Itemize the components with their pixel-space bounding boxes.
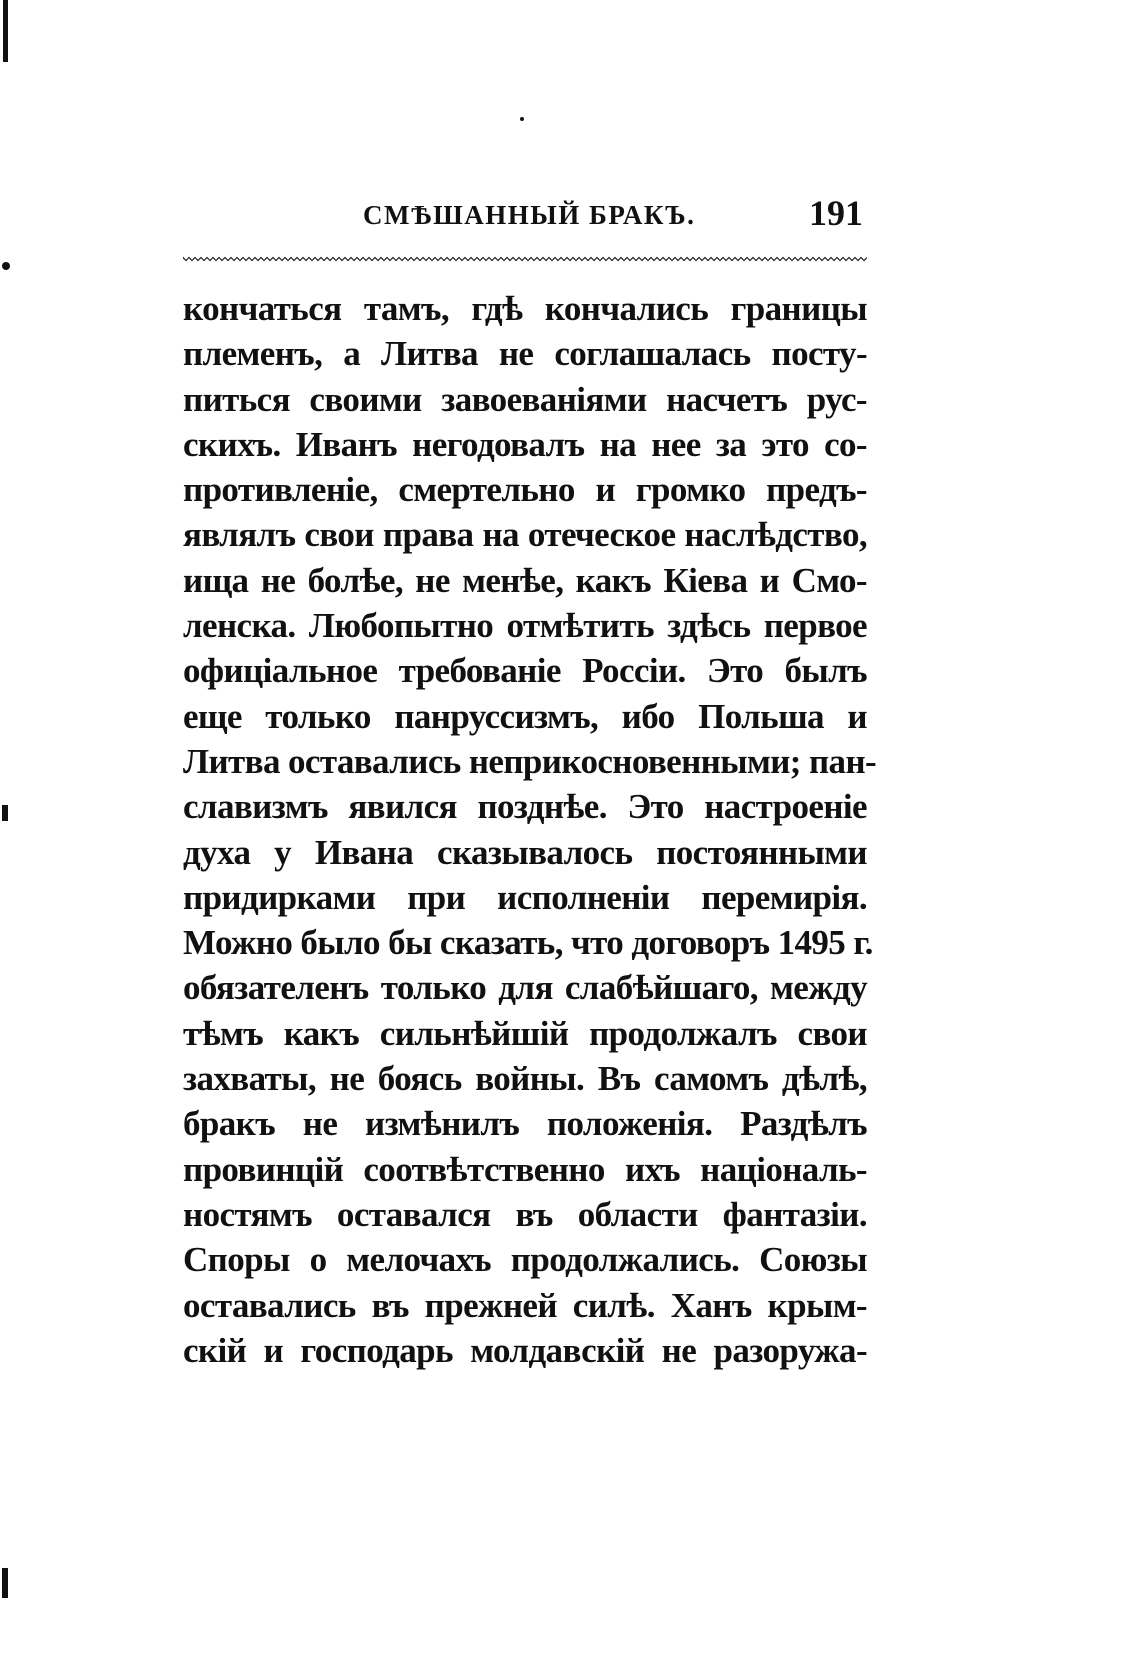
text-line: питься своими завоеваніями насчетъ рус- bbox=[183, 379, 867, 419]
text-line: ища не болѣе, не менѣе, какъ Кіева и Смо- bbox=[183, 560, 867, 600]
text-line: обязателенъ только для слабѣйшаго, между bbox=[183, 968, 867, 1008]
text-line: еще только панруссизмъ, ибо Польша и bbox=[183, 696, 867, 736]
text-line: провинцій соотвѣтственно ихъ національ- bbox=[183, 1149, 867, 1189]
text-line: Литва оставались неприкосновенными; пан- bbox=[183, 741, 877, 781]
page-number: 191 bbox=[809, 193, 863, 233]
text-line: племенъ, а Литва не соглашалась посту- bbox=[183, 334, 867, 374]
scan-edge-mark bbox=[3, 0, 8, 62]
scan-speck bbox=[2, 262, 10, 270]
text-line: ностямъ оставался въ области фантазіи. bbox=[183, 1194, 867, 1234]
text-line: являлъ свои права на отеческое наслѣдство, bbox=[183, 515, 867, 555]
scan-speck bbox=[520, 117, 524, 121]
text-line: духа у Ивана сказывалось постоянными bbox=[183, 832, 867, 872]
page-header bbox=[183, 190, 867, 240]
body-text bbox=[183, 286, 877, 1373]
text-line: оставались въ прежней силѣ. Ханъ крым- bbox=[183, 1285, 867, 1325]
text-line: придирками при исполненіи перемирія. bbox=[183, 877, 867, 917]
text-line: офиціальное требованіе Россіи. Это былъ bbox=[183, 651, 867, 691]
text-line: кончаться тамъ, гдѣ кончались границы bbox=[183, 289, 867, 328]
text-line: славизмъ явился позднѣе. Это настроеніе bbox=[183, 787, 867, 827]
text-line: скій и господарь молдавскій не разоружа- bbox=[183, 1330, 867, 1370]
text-line: тѣмъ какъ сильнѣйшій продолжалъ свои bbox=[183, 1013, 867, 1053]
text-line: бракъ не измѣнилъ положенія. Раздѣлъ bbox=[183, 1104, 867, 1144]
scan-edge-mark bbox=[2, 1568, 8, 1598]
text-line: Споры о мелочахъ продолжались. Союзы bbox=[183, 1240, 867, 1280]
text-line: противленіе, смертельно и громко предъ- bbox=[183, 470, 867, 510]
text-line: ленска. Любопытно отмѣтить здѣсь первое bbox=[183, 606, 867, 646]
text-line: скихъ. Иванъ негодовалъ на нее за это со- bbox=[183, 424, 867, 464]
scan-speck bbox=[2, 805, 8, 821]
header-wavy-rule bbox=[183, 256, 867, 262]
running-title: СМѢШАННЫЙ БРАКЪ. bbox=[363, 200, 696, 230]
text-line: захваты, не боясь войны. Въ самомъ дѣлѣ, bbox=[183, 1059, 867, 1099]
text-line: Можно было бы сказать, что договоръ 1495 г. bbox=[183, 923, 873, 963]
